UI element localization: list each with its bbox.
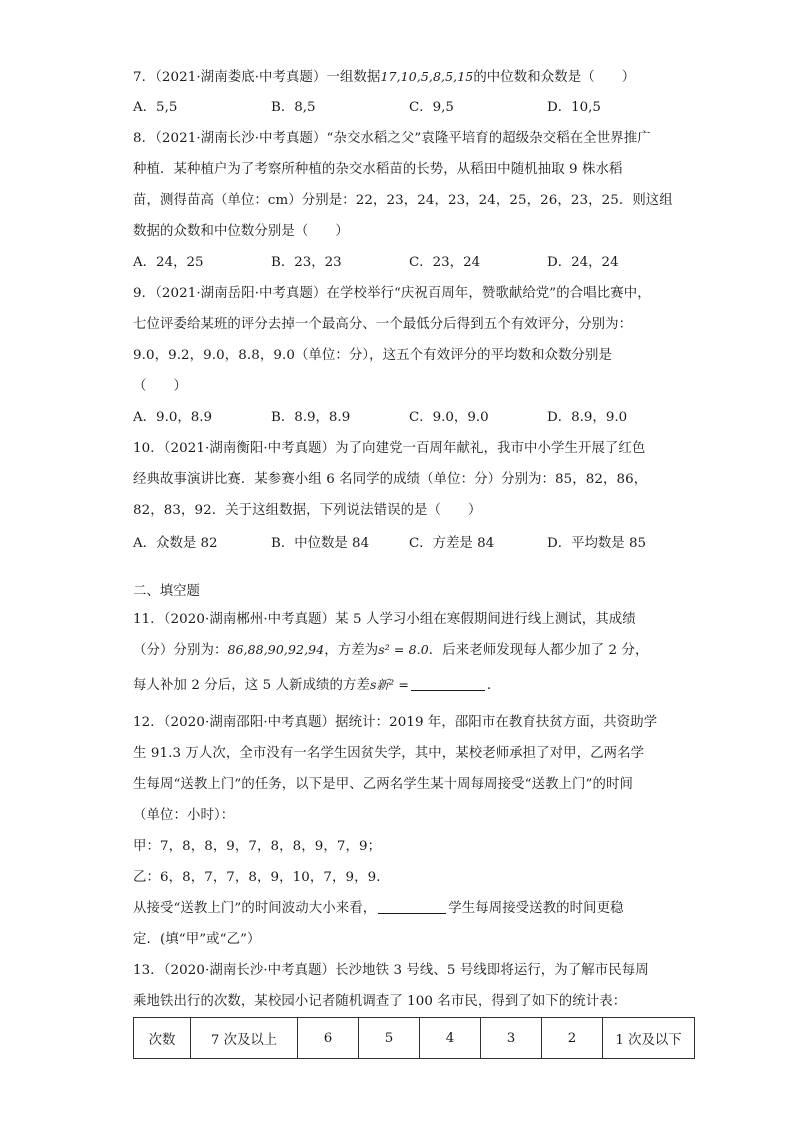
- q11-stem-line-3: [133, 675, 500, 696]
- q10-option-a[interactable]: A．众数是 82: [133, 536, 218, 551]
- table-row: [134, 1018, 695, 1059]
- q7-options: [133, 98, 693, 118]
- q8-stem-line-3: 苗，测得苗高（单位：cm）分别是：22，23，24，23，24，25，26，23，25．则这组: [133, 193, 673, 208]
- q10-option-d[interactable]: D．平均数是 85: [547, 536, 646, 551]
- q11-text-b: ，方差为: [324, 643, 379, 658]
- q12-text-a: 从接受“送教上门”的时间波动大小来看，: [133, 901, 377, 916]
- q10-options: [133, 534, 693, 554]
- q10-stem-line-2: 经典故事演讲比赛．某参赛小组 6 名同学的成绩（单位：分）分别为：85，82，86，: [133, 472, 648, 487]
- q9-stem-line-4: （ ）: [133, 379, 187, 394]
- q7-text-b: 的中位数和众数是（ ）: [473, 70, 636, 85]
- q9-stem-line-1: 9．（2021·湖南岳阳·中考真题）在学校举行“庆祝百周年，赞歌献给党”的合唱比赛中，: [133, 286, 651, 301]
- q9-option-b[interactable]: B．8.9，8.9: [271, 410, 351, 425]
- q11-new-variance-label: s新² =: [370, 677, 409, 692]
- q7-stem: [133, 67, 635, 88]
- q11-answer-blank[interactable]: [411, 676, 485, 691]
- q11-data-set: 86,88,90,92,94: [227, 642, 325, 657]
- q10-option-c[interactable]: C．方差是 84: [409, 536, 495, 551]
- table-cell: 7 次及以上: [191, 1018, 298, 1059]
- q8-stem-line-4: 数据的众数和中位数分别是（ ）: [133, 224, 349, 239]
- table-cell: 1 次及以下: [603, 1018, 695, 1059]
- q8-option-b[interactable]: B．23，23: [271, 255, 342, 270]
- q12-stem-line-3: 生每周“送教上门”的任务，以下是甲、乙两名学生某十周每周接受“送教上门”的时间: [133, 777, 633, 792]
- q9-stem-line-3: 9.0，9.2，9.0，8.8，9.0（单位：分），这五个有效评分的平均数和众数分别是: [133, 348, 613, 363]
- table-cell: 3: [481, 1018, 542, 1059]
- q12-stem-line-4: （单位：小时）：: [133, 808, 235, 823]
- q12-answer-blank[interactable]: [378, 899, 446, 914]
- q8-stem-line-1: 8．（2021·湖南长沙·中考真题）“杂交水稻之父”袁隆平培育的超级杂交稻在全世界推广: [133, 131, 651, 146]
- table-cell-header: 次数: [134, 1018, 191, 1059]
- q11-stem-line-2: [133, 640, 648, 661]
- q7-option-d[interactable]: D．10,5: [547, 100, 601, 115]
- q9-option-a[interactable]: A．9.0，8.9: [133, 410, 213, 425]
- q8-option-d[interactable]: D．24，24: [547, 255, 619, 270]
- q11-text-c: ．后来老师发现每人都少加了 2 分，: [428, 643, 649, 658]
- table-cell: 4: [420, 1018, 481, 1059]
- q7-option-a[interactable]: A．5,5: [133, 100, 178, 115]
- q13-stem-line-1: 13．（2020·湖南长沙·中考真题）长沙地铁 3 号线、5 号线即将运行，为了解市民每周: [133, 963, 649, 978]
- q8-stem-line-2: 种植．某种植户为了考察所种植的杂交水稻苗的长势，从稻田中随机抽取 9 株水稻: [133, 162, 623, 177]
- q13-stats-table: [133, 1017, 695, 1059]
- q12-stem-line-2: 生 91.3 万人次，全市没有一名学生因贫失学，其中，某校老师承担了对甲，乙两名学: [133, 746, 645, 761]
- q9-options: [133, 408, 693, 428]
- q7-text-a: 7．（2021·湖南娄底·中考真题）一组数据: [133, 70, 381, 85]
- q8-options: [133, 253, 693, 273]
- q12-data-yi: 乙：6，8，7，7，8，9，10，7，9，9．: [133, 870, 390, 885]
- q12-data-jia: 甲：7，8，8，9，7，8，8，9，7，9；: [133, 839, 382, 854]
- q13-stem-line-2: 乘地铁出行的次数，某校园小记者随机调查了 100 名市民，得到了如下的统计表：: [133, 994, 627, 1009]
- q11-text-a: （分）分别为：: [133, 643, 228, 658]
- q12-text-b: 学生每周接受送教的时间更稳: [448, 901, 624, 916]
- q11-stem-line-1: 11．（2020·湖南郴州·中考真题）某 5 人学习小组在寒假期间进行线上测试，其成绩: [133, 612, 636, 627]
- q10-option-b[interactable]: B．中位数是 84: [271, 536, 370, 551]
- q12-stem-line-8: 定．(填“甲”或“乙”）: [133, 932, 261, 947]
- q10-stem-line-3: 82，83，92．关于这组数据，下列说法错误的是（ ）: [133, 503, 482, 518]
- q10-stem-line-1: 10．（2021·湖南衡阳·中考真题）为了向建党一百周年献礼，我市中小学生开展了红色: [133, 441, 646, 456]
- q11-text-d: 每人补加 2 分后，这 5 人新成绩的方差: [133, 678, 371, 693]
- section-title-fill-in: 二、填空题: [133, 584, 200, 599]
- table-cell: 6: [298, 1018, 359, 1059]
- q9-option-c[interactable]: C．9.0，9.0: [409, 410, 489, 425]
- table-cell: 2: [542, 1018, 603, 1059]
- q12-stem-line-1: 12．（2020·湖南邵阳·中考真题）据统计：2019 年，邵阳市在教育扶贫方面，共资助学: [133, 715, 658, 730]
- table-cell: 5: [359, 1018, 420, 1059]
- q9-option-d[interactable]: D．8.9，9.0: [547, 410, 628, 425]
- q7-option-c[interactable]: C．9,5: [409, 100, 454, 115]
- q12-stem-line-7: [133, 899, 624, 919]
- q8-option-c[interactable]: C．23，24: [409, 255, 481, 270]
- q11-variance: s² = 8.0: [378, 642, 429, 657]
- q11-text-end: ．: [486, 678, 501, 693]
- q9-stem-line-2: 七位评委给某班的评分去掉一个最高分、一个最低分后得到五个有效评分，分别为：: [133, 317, 633, 332]
- q7-option-b[interactable]: B．8,5: [271, 100, 316, 115]
- q7-data-set: 17,10,5,8,5,15: [380, 69, 474, 84]
- q8-option-a[interactable]: A．24，25: [133, 255, 204, 270]
